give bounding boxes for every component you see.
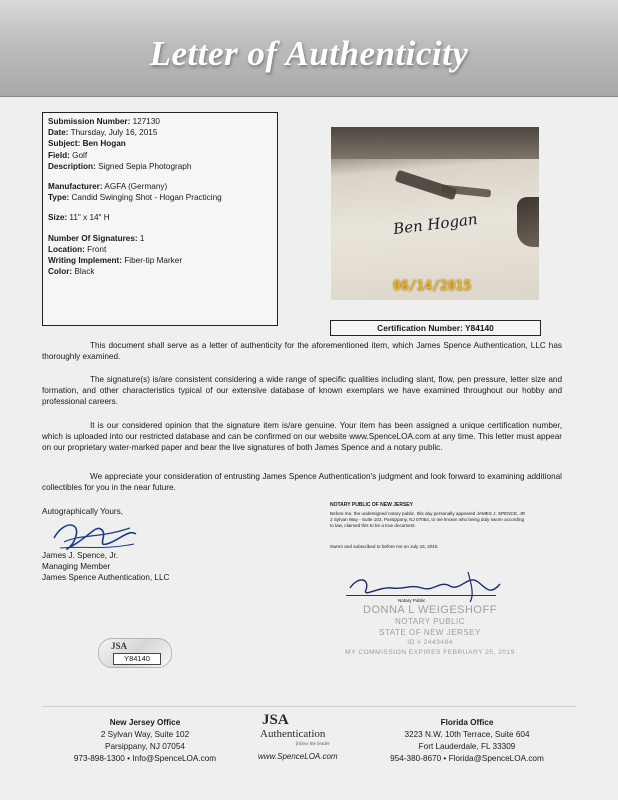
info-label: Description: <box>48 161 96 171</box>
logo-authentication: Authentication <box>260 728 326 740</box>
fl-address-line: Fort Lauderdale, FL 33309 <box>418 742 516 751</box>
hologram-code: Y84140 <box>113 653 161 665</box>
notary-heading: NOTARY PUBLIC OF NEW JERSEY <box>330 502 413 508</box>
info-row-subject <box>48 138 272 149</box>
info-row-description <box>48 161 272 172</box>
fl-office-block <box>372 717 562 765</box>
photo-autograph: Ben Hogan <box>392 209 479 239</box>
notary-sworn-line: Sworn and subscribed to before me on July 16, 2015 <box>330 544 438 549</box>
signer-block <box>42 550 169 583</box>
nj-office-block <box>60 717 230 765</box>
fl-office-heading: Florida Office <box>440 718 494 727</box>
info-value: Signed Sepia Photograph <box>98 161 192 171</box>
info-value: 127130 <box>132 117 160 126</box>
info-label: Manufacturer: <box>48 182 103 192</box>
info-row-date <box>48 127 272 138</box>
info-label: Subject: <box>48 139 81 149</box>
cert-number: Y84140 <box>464 323 494 333</box>
info-row-type <box>48 192 272 203</box>
notary-statement: Before me, the undersigned notary public, this day personally appeared JAMES J. SPENCE, JR 2 Sylvan Way - Suite 102, Parsippany, NJ 07054, to me known who being duly sworn according to law, claimed this to be a true document. <box>330 511 526 529</box>
info-row-submission <box>48 116 272 127</box>
nj-contact: 973-898-1300 • Info@SpenceLOA.com <box>73 754 217 763</box>
photo-date-stamp: 06/14/2015 <box>393 279 472 294</box>
signer-name: James J. Spence, Jr. <box>42 551 118 560</box>
seal-line: NOTARY PUBLIC <box>394 617 466 626</box>
jsa-hologram-sticker <box>98 638 172 668</box>
info-value: AGFA (Germany) <box>104 182 168 192</box>
notary-seal <box>345 604 515 658</box>
info-label: Location: <box>48 244 85 254</box>
body-paragraph-4: We appreciate your consideration of entrusting James Spence Authentication's judgment and look forward to examining additional collectibles for you in the near future. <box>42 472 562 492</box>
page-title: Letter of Authenticity <box>149 34 469 73</box>
info-value: Black <box>74 267 95 277</box>
seal-name: DONNA L WEIGESHOFF <box>363 604 497 616</box>
cert-label: Certification Number: <box>377 323 463 333</box>
info-row-size <box>48 212 272 223</box>
info-row-implement <box>48 255 272 266</box>
signer-title: Managing Member <box>42 562 111 571</box>
info-value: Candid Swinging Shot - Hogan Practicing <box>71 193 222 203</box>
nj-address-line: 2 Sylvan Way, Suite 102 <box>100 730 190 739</box>
logo-url: www.SpenceLOA.com <box>258 752 338 761</box>
certification-number-box <box>330 320 541 336</box>
info-row-field <box>48 150 272 161</box>
submission-info-box <box>42 112 278 326</box>
info-row-signatures <box>48 233 272 244</box>
fl-address-line: 3223 N.W. 10th Terrace, Suite 604 <box>404 730 530 739</box>
info-row-color <box>48 266 272 277</box>
item-photo <box>331 127 539 300</box>
info-label: Date: <box>48 128 69 138</box>
info-label: Number Of Signatures: <box>48 233 138 243</box>
info-label: Color: <box>48 267 73 277</box>
logo-tagline: follow the leader <box>296 742 330 747</box>
info-row-manufacturer <box>48 181 272 192</box>
notary-signature-line <box>346 595 496 596</box>
info-value: 1 <box>139 233 145 243</box>
logo-jsa: JSA <box>262 712 289 728</box>
photo-golfer-figure <box>517 197 539 247</box>
info-label: Writing Implement: <box>48 256 122 266</box>
seal-id: ID # 2443484 <box>407 639 453 646</box>
fl-contact: 954-380-8670 • Florida@SpenceLOA.com <box>390 754 544 763</box>
info-label: Submission Number: <box>48 117 131 126</box>
jsa-logo <box>250 712 360 764</box>
body-paragraph-2: The signature(s) is/are consistent considering a wide range of specific qualities including slant, flow, pen pressure, letter size and formation, and other characteristics typical of our extensive database of known exemplars we have examined throughout our hobby and professional careers. <box>42 375 562 406</box>
seal-line: STATE OF NEW JERSEY <box>379 628 481 637</box>
info-label: Type: <box>48 193 70 203</box>
nj-office-heading: New Jersey Office <box>109 718 181 727</box>
nj-address-line: Parsippany, NJ 07054 <box>105 742 185 751</box>
info-value: Fiber-tip Marker <box>124 256 183 266</box>
seal-expiry: MY COMMISSION EXPIRES FEBRUARY 25, 2019 <box>345 649 515 656</box>
info-row-location <box>48 244 272 255</box>
signer-company: James Spence Authentication, LLC <box>42 573 170 582</box>
notary-signature <box>340 566 512 604</box>
info-label: Field: <box>48 150 70 160</box>
info-value: Thursday, July 16, 2015 <box>70 128 158 138</box>
footer-divider <box>42 706 576 707</box>
body-paragraph-3: It is our considered opinion that the signature item is/are genuine. Your item has been assigned a unique certification number, which is uploaded into our restricted database and can be confirmed on our website www.SpenceLOA.com at any time. This letter must appear on our proprietary water-marked paper and bear the live signatures of both James Spence and a notary public. <box>42 421 562 452</box>
body-paragraph-1: This document shall serve as a letter of authenticity for the aforementioned item, which James Spence Authentication, LLC has thoroughly examined. <box>42 341 562 361</box>
closing-salutation: Autographically Yours, <box>42 507 124 516</box>
info-value: 11" x 14" H <box>69 213 110 223</box>
photo-background-trees <box>331 127 539 159</box>
notary-public-label: Notary Public <box>398 598 426 603</box>
hologram-brand: JSA <box>111 641 128 651</box>
spence-signature <box>50 516 140 554</box>
info-value: Ben Hogan <box>82 139 126 149</box>
info-value: Golf <box>72 150 88 160</box>
info-value: Front <box>87 244 107 254</box>
info-label: Size: <box>48 213 68 223</box>
